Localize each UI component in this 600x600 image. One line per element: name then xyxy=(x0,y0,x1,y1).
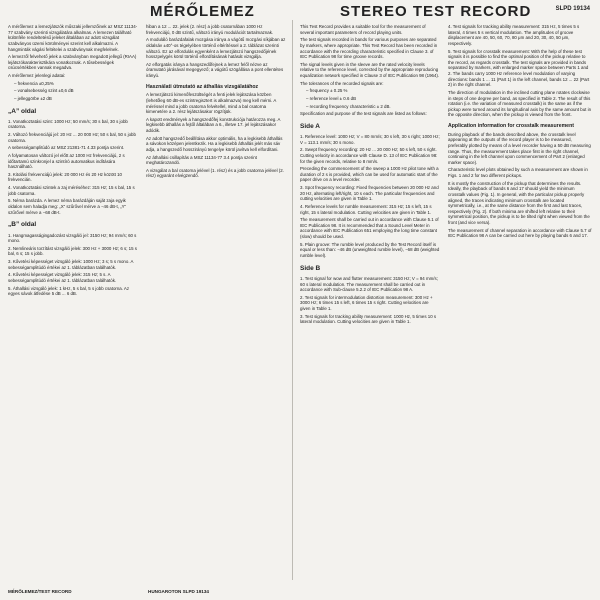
side-b-heading-en: Side B xyxy=(300,264,321,272)
paragraph-en: Specification and purpose of the test signals are listed as follows: xyxy=(300,111,427,117)
usage-paragraph: Az adott hangszedő beállítása akkor optimális, ha a legkisebb áthallás a sávokon középen jelentkezik. Ha a legkisebb áthallás jelét más sáv adja, a hangszedő hosszirányú tengelye körül javítva kell elfordítani. xyxy=(146,135,283,152)
crosstalk-text-hu: A moduláló barázdafalak mozgása iránya a vágótű mozgási síkjában az oldalsáv ±40°-os tégelyében történő eltérítéssel a 2. táblázat szerinti változó. Ez az elfordulás egyenként a lemezjátszó hangszedőjének hosszpelygés körül történő elfordításának hatását vizsgálja. xyxy=(146,37,286,60)
side-b-item-en: 1. Test signal for wow and flutter measurement: 3150 Hz; V = 94 mm/s; 60 s lateral modulation. The measurement shall be carried out in accordance with Sub-clause 5.2.2 of IEC Publication 98 A. xyxy=(300,275,438,293)
side-a-heading-en: Side A xyxy=(300,122,320,130)
general-title: A mérőlemez jelenlegi adatai: xyxy=(8,73,66,78)
test-signal-item: 4. Test signals for tracking ability measurement: 315 Hz, 5 times 5 s lateral, 4 times 5 s vertical modulation. The amplitudes of groove displacement are 40, 50, 60, 70, 80 μm and 20, 30, 40, 50 μm, respectively. xyxy=(448,24,580,46)
side-a-item-en: 1. Reference level: 1000 Hz; V = 80 mm/s; 30 s left, 30 s right; 1000 Hz; V = 113.1 mm/s; 30 s mono. xyxy=(300,134,440,145)
side-a-item-en: 2. Swept frequency recording: 20 Hz ... 20 000 Hz; 50 s left, 50 s right. Cutting velocity in accordance with Clause D. 13 of IEC Publication 98: for the given records, relative to 8 mm/s. xyxy=(300,147,438,164)
usage-paragraph: Az áthallási csillapítás a MSZ 11134-77 3.4 pontja szerint meghatározandó. xyxy=(146,154,257,166)
general-item: – frekvencia ±0,25% xyxy=(14,80,54,86)
column-divider xyxy=(292,20,293,580)
side-b-item: 1. Hangmagasságingadozást vizsgáló jel: 3150 Hz; 94 mm/s; 60 s mono. xyxy=(8,232,137,244)
english-column-1 xyxy=(300,24,440,572)
side-b-item-en: 3. Test signals for tracking ability measurement: 1000 Hz, 5 times 10 s lateral modulation. Cutting velocities are given in Table 1. xyxy=(300,313,437,325)
side-b-item: 5. Áthallási vizsgáló jelek: 1 kHz, 5 s bal, 5 s jobb csatorna. Az egyes sávok átfedése 5 dB ... 6 dB. xyxy=(8,285,130,297)
page-title-english: STEREO TEST RECORD xyxy=(340,3,532,20)
side-a-item-en: The measurement shall be carried out in accordance with Clause 5.1 of IEC Publication 98. It is recommended that a Sound Level Meter in accordance with IEC Publication 651 employing the long time constant (slow) should be used. xyxy=(300,217,439,240)
side-a-item: 5. Néma barázda. A lemez néma barázdáján saját zaja egyik oldalon sem haladja meg: „X” szűrővel mérve a −46 dB-t, „Y” szűrővel mérve a −68 dB-t. xyxy=(8,198,126,215)
application-paragraph: Characteristic level plots obtained by such a measurement are shown in Figs. 1 and 2 for two different pickups. xyxy=(448,167,588,179)
application-paragraph: It is mostly the construction of the pickup that determines the results. Ideally, the playback of bands 6 and 17 should yield the minimum crosstalk values (Fig. 1). In general, with the particular pickup properly aligned, the traces indicating minimum crosstalk are located symmetrically, i.e., at the same distance from the first and last traces, respectively (Fig. 2). If both minima are shifted left relative to their symmetrical position, the pickup is to be tilted right when viewed from the front (and vice versa). xyxy=(448,180,590,226)
side-b-item: 4. Kővetési képességet vizsgáló jelek: 315 Hz; 5 s. A sebességamplitúdó értékei az 1. táblázatban találhatók. xyxy=(8,272,117,283)
tolerance-title: The tolerances of the recorded signals are: xyxy=(300,80,384,86)
tolerance-item: – recording frequency characteristic ± 2 dB. xyxy=(306,103,391,109)
usage-heading-hu: Használati útmutató az áthallás vizsgálatához xyxy=(146,83,259,90)
footer-right: HUNGAROTON SLPD 19134 xyxy=(148,589,209,594)
general-item: – vonalsebesség szint ±0,6 dB xyxy=(14,88,74,94)
english-column-2 xyxy=(448,24,592,572)
side-a-item-en: 3. Spot frequency recording: Fixed frequencies between 20 000 Hz and 20 Hz, alternating left/right, 10 s each. The particular frequencies and cutting velocities are given in Table 1. xyxy=(300,185,439,202)
side-a-item-en: 4. Reference levels for rumble measurement: 315 Hz; 15 s left, 15 s right, 15 s lateral modulation. Cutting velocities are given in Table 1. xyxy=(300,203,432,215)
paragraph-en: The test signals recorded in bands for various purposes are separated by markers, where appropriate. This Test Record has been recorded in accordance with the recording characteristic specified in Clause 3. of IEC Publication 98 for time groove records. xyxy=(300,37,438,60)
intro-paragraph: A mérőlemez a lemezjátszók műszaki jellemzőinek az MSZ 11134-77 szabvány szerinti vizsgálatára alkalmas. A lemezen található különféle rendeltetésű jeleket általában az adott vizsgálat szabványos üzemi körülményei szerint kell alkalmazni. A hangminták vágási feltételei a szabványnak megfelelnek. xyxy=(8,24,138,52)
tolerance-item: – frequency ± 0.25 % xyxy=(306,88,348,94)
side-a-item: A sebességamplitúdó az MSZ 21381-71 4.33 pontja szerint. xyxy=(8,145,125,151)
side-a-item: 4. Vonatkoztatási szintek a zaj méréséhez: 315 Hz; 15 s bal, 15 s jobb csatorna. xyxy=(8,185,135,196)
catalog-number: SLPD 19134 xyxy=(555,6,590,12)
general-item: – jelleggörbe ±2 dB xyxy=(14,95,52,101)
side-b-item-en: 2. Test signals for intermodulation distortion measurement: 300 Hz + 3000 Hz; 6 times 15 s left, 6 times 15 s right. Cutting velocities are given in Table 1. xyxy=(300,294,433,311)
usage-paragraph: A vizsgálat a bal csatorna jelével (1. rész) és a jobb csatorna jelével (2. rész) egyaránt elvégzendő. xyxy=(146,167,284,179)
usage-paragraph: A kapott eredmények a hangszedőfej konstrukciója határozza meg. A legkisebb áthallás a fejtől általában a 6., illetve 17. jel lejátszásakor adódik. xyxy=(146,116,281,134)
side-a-heading-hu: „A” oldal xyxy=(8,107,37,115)
side-a-item: 2. Változó frekvenciájú jel: 20 Hz ... 20 000 Hz; 50 s bal, 50 s jobb csatorna. xyxy=(8,132,136,143)
application-heading: Application information for crosstalk measurement xyxy=(448,123,574,129)
side-a-item-en: 5. Plain groove: The rumble level produced by the Test Record itself is equal or less than: −46 dB (unweighted rumble level), −68 dB (weighted rumble level). xyxy=(300,241,440,258)
hungarian-column-2 xyxy=(146,24,286,572)
paragraph-en: The signal levels given in the sleeve are the rated velocity levels relative to the reference level, corrected by the appropriate reproducing equalization network specified in Clause 3 of IEC Publication 98 (1964). xyxy=(300,61,440,78)
footer-left: MÉRŐLEMEZ/TEST RECORD xyxy=(8,589,72,594)
test-signal-item: The direction of modulation in the inclined cutting plane rotates clockwise in steps of one degree per band, as specified in Table 2. The result of this rotation (i.e. the variation of measured crosstalk) is the same as if the pickup were turned around its longitudinal axis by the same amount but in the opposite direction, when the pickup is viewed from the front. xyxy=(448,89,592,118)
side-b-item: 3. Kővetési képességet vizsgáló jelek: 1000 Hz; 3 s; 5 s mono. A sebességamplitúdó értékei az 1. táblázatban találhatók. xyxy=(8,259,134,270)
side-a-item: 3. Kitolási frekvenciájú jelek: 20 000 Hz és 20 Hz között 10 frekvencián. xyxy=(8,171,122,183)
usage-paragraph: A lemezjátszó kimenőfeszültségét a fenti jelek lejátszása közben (lehetőleg 60 dB-es szintregisztert is alkalmazva) meg kell mérni. A méréssel mind a jobb csatorna felvétellel, mind a bal csatorna kimenetére a 2. rész lejátszásakor rögzítjük. xyxy=(146,92,277,115)
tolerance-item: – reference level ± 0.6 dB xyxy=(306,95,357,101)
intro-paragraph-en: This Test Record provides a suitable tool for the measurement of several important parameters of record playing units. xyxy=(300,24,426,35)
test-signal-item: 5. Test signals for crosstalk measurement: With the help of these test signals it is possible to find the optimal position of the pickup relative to the record, as regards crosstalk. The test signals are provided in bands separated by markers, with enlarged marker space between Parts 1 and 2. The bands carry 1000 Hz reference level modulation of varying directions: bands 1 ... 11 (Part 1) in the left channel, bands 12 ... 22 (Part 2) in the right channel. xyxy=(448,48,590,88)
application-paragraph: The measurement of channel separation in accordance with Clause 5.7 of IEC Publication 98 A can be carried out here by playing bands 6 and 17. xyxy=(448,227,592,239)
application-paragraph: During playback of the bands described above, the crosstalk level appearing at the outputs of the record player is to be measured, preferably plotted by means of a level recorder having a 50 dB measuring range. Thus, the measurement takes place first in the right channel, continuing in the left channel upon commencement of Part 2 (enlarged marker space). xyxy=(448,131,591,165)
side-a-item-en: Preceding the commencement of the sweep a 1000 Hz pilot tone with a duration of 2 s is provided, which can be used for automatic start of the paper drive on a level recorder. xyxy=(300,166,439,183)
side-b-heading-hu: „B” oldal xyxy=(8,221,37,229)
side-a-item: A folyamatosan változó jel előtt az 1000 Hz frekvenciájú, 2 s időtartamú szinkronjel a szintíró automatikus indítására használható. xyxy=(8,152,125,170)
side-a-item: 1. Vonatkoztatási szint: 1000 Hz; 50 mm/s; 30 s bal, 30 s jobb csatorna. xyxy=(8,118,128,130)
crosstalk-text-hu: Az elforgatás iránya a hangszedőfejnek a lemez felől nézve az óramutató járásával megegyező; a vágótű szögállása a pont ellentétes irányú. xyxy=(146,61,284,78)
crosstalk-text-hu: hiban a 12 ... 22. jelek (2. rész) a jobb csatornában 1000 Hz frekvenciájú, 0 dB szintű, változó irányú modulációt tartalmaznak. xyxy=(146,24,274,35)
page-title-hungarian: MÉRŐLEMEZ xyxy=(150,3,255,20)
reference-paragraph: A lemezről felvehető jelek a szabványban megadott jellegű (RIAA) lejátszókarakterisztikára vonatkoznak. A tűsebességek csúcsértékben vannak megadva. xyxy=(8,54,137,71)
side-b-item: 2. Nemlineáris torzítást vizsgáló jelek: 300 Hz + 3000 Hz; 6 s; 15 s bal, 6 s; 15 s jobb. xyxy=(8,245,137,257)
hungarian-column-1 xyxy=(8,24,140,572)
